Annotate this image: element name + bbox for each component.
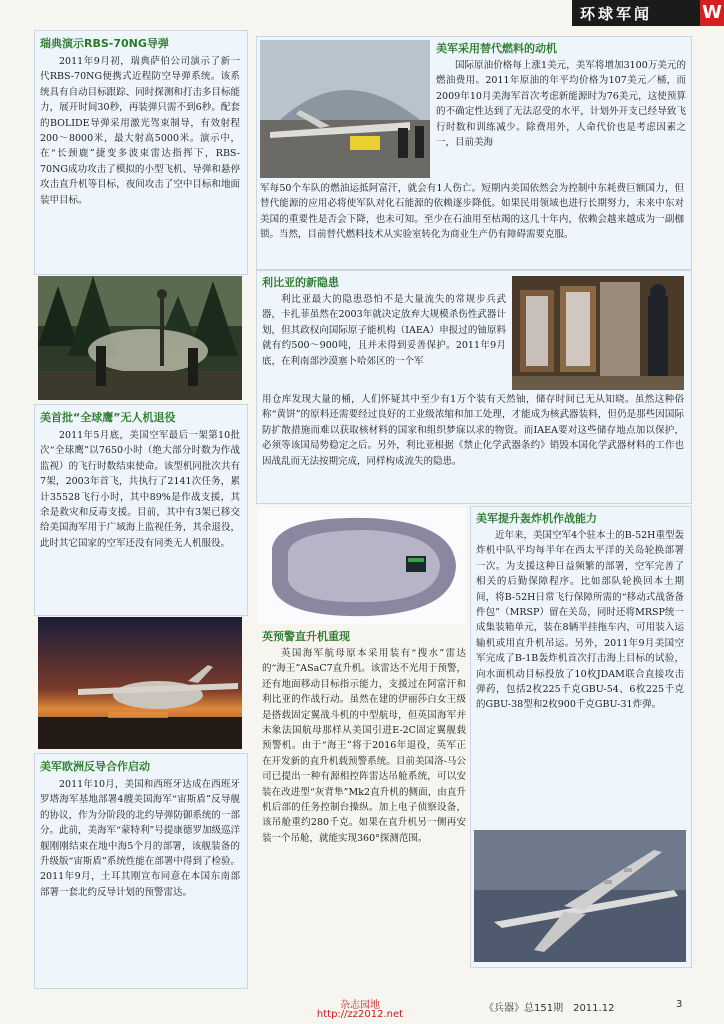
globalhawk-photo: [38, 617, 242, 749]
site-url[interactable]: http://zz2012.net: [316, 1009, 404, 1020]
rbs70-title: 瑞典演示RBS-70NG导弹: [40, 37, 169, 50]
libya-photo: [512, 276, 684, 390]
bomber-photo: [474, 830, 686, 962]
rbs70-photo: [38, 276, 242, 400]
europe-md-title: 美军欧洲反导合作启动: [40, 760, 150, 773]
site-name: 杂志园地: [340, 1000, 380, 1011]
libya-title: 利比亚的新隐患: [262, 276, 339, 289]
fuel-photo: [260, 40, 430, 178]
fuel-title: 美军采用替代燃料的动机: [436, 42, 557, 55]
libya-body-bottom: 用仓库发现大量的桶，人们怀疑其中至少有1万个装有天然铀，储存时间已无从知晓。虽然这种俗称“黄饼”的原料还需要经过良好的工业级浓缩和加工处理，才能成为核武器装料，但仍是那些因国际防扩散措施而难以获取核材料的国家和组织梦寐以求的物资。而IAEA要对这些储存地点加以保护，必须等该国局势稳定之后。另外，利比亚根据《禁止化学武器条约》销毁本国化学武器材料的工作也因战乱而无法按期完成，同样构成流失的隐患。: [262, 394, 684, 467]
europe-md-body: 2011年10月，美国和西班牙达成在西班牙罗塔海军基地部署4艘美国海军“宙斯盾”反导舰的协议，作为分阶段的北约导弹防御系统的一部分。此前，美海军“蒙特利”号提康德罗加级巡洋舰刚刚结束在地中海5个月的部署，该舰装备的升级版“宙斯盾”系统性能在部署中得到了检验。2011年9月，土耳其刚宣布同意在本国东南部部署一套北约反导计划的预警雷达。: [40, 779, 240, 898]
bomber-title: 美军提升轰炸机作战能力: [476, 512, 597, 525]
libya-body-top: 利比亚最大的隐患恐怕不是大量流失的常规步兵武器，卡扎菲虽然在2003年就决定放弃大规模杀伤性武器计划，但其政权向国际原子能机构（IAEA）申报过的铀原料就有约500～900吨，且并未得到妥善保护。2011年9月底，在利南部沙漠塞卜哈郊区的一个军: [262, 294, 506, 367]
masthead-badge: W: [700, 0, 724, 26]
radar-pod-photo: [258, 508, 466, 624]
globalhawk-title: 美首批“全球鹰”无人机退役: [40, 411, 176, 424]
helo-body: 英国海军航母原本采用装有“搜水”雷达的“海王”ASaC7直升机。该雷达不光用于预警，还有地面移动目标指示能力，支援过在阿富汗和利比亚的作战行动。虽然在建的伊丽莎白女王级是搭载固定翼战斗机的中型航母，但英国海军并未象法国航母那样从美国引进E-2C固定翼舰载预警机。由于“海王”将于2016年退役，英军正在开发新的直升机载预警系统。目前美国洛-马公司已提出一种有源相控阵雷达吊舱系统，可以安装在改进型“灰背隼”Mk2直升机的侧面，由直升机后部的任务控制台操纵。加上电子侦察设备，该吊舱重约280千克。如果在直升机另一侧再安装一个吊舱，就能实现360°探测范围。: [262, 648, 466, 844]
issue-info: 《兵器》总151期 2011.12: [484, 1003, 615, 1014]
masthead: [572, 0, 724, 26]
fuel-body-top: 国际原油价格每上涨1美元，美军将增加3100万美元的燃油费用。2011年原油的年平均价格为107美元／桶，而2009年10月美海军首次考虑新能源时为76美元，这使预算的不确定性达到了无法忍受的水平，计划外开支已经导致飞行时数和训练减少。除费用外，人命代价也是考虑因素之一，目前美海: [436, 60, 686, 149]
globalhawk-body: 2011年5月底，美国空军最后一架第10批次“全球鹰”以7650小时（绝大部分时数为作战监视）的飞行时数结束使命。该型机同批次共有7架，2003年首飞，共执行了2141次任务，累计35528飞行小时，其中89%是作战支援，其余是救灾和反毒支援。目前，其中有3架已移交给美国海军用于广域海上监视任务，其余退役，此时其它国家的空军还没有同类无人机服役。: [40, 430, 240, 549]
masthead-title: 环球军闻: [580, 5, 653, 23]
helo-title: 英预警直升机重现: [262, 630, 350, 643]
page-number: 3: [676, 999, 683, 1010]
bomber-body: 近年来，美国空军4个驻本土的B-52H重型轰炸机中队平均每半年在西太平洋的关岛轮换部署一次。为支援这种日益频繁的部署，空军完善了相关的后勤保障程序。比如部队轮换回本土期间，将B-52H日常飞行保障所需的“移动式战备备件包”（MRSP）留在关岛，同时还将MRSP统一成集装箱单元，装在8辆半挂拖车内，可用装入运输机或用直升机吊运。另外，2011年9月美国空军完成了B-1B轰炸机首次打击海上目标的试验，向水面机动目标投放了10枚JDAM联合直接攻击弹药，包括2枚225千克GBU-54、6枚225千克的GBU-38型和2枚900千克GBU-31炸弹。: [476, 530, 684, 711]
rbs70-body: 2011年9月初，瑞典萨伯公司演示了新一代RBS-70NG便携式近程防空导弹系统。该系统具有自动目标跟踪、同时探测和打击多目标能力，展开时间30秒，再装弹只需不到6秒。配套的BOLIDE导弹采用激光驾束制导，有效射程200～8000米，最大射高5000米。演示中，在“长颈鹿”捷变多波束雷达指挥下，RBS-70NG成功攻击了模拟的小型飞机、导弹和悬停攻击直升机等目标，夜间攻击了空中目标和地面装甲目标。: [40, 56, 240, 206]
fuel-body-bottom: 军每50个车队的燃油运抵阿富汗，就会有1人伤亡。短期内美国依然会为控制中东耗费巨额国力，但替代能源的应用必将使军队对化石能源的依赖逐步降低。如果民用领域也进行长期努力，未来中东对美国的重要性是否会下降，也未可知。至少在石油用至枯竭的这几十年内，依赖会越来越成为一副枷锁。当然，目前替代燃料技术从实验室转化为商业生产仍有障碍需要克服。: [260, 183, 684, 241]
